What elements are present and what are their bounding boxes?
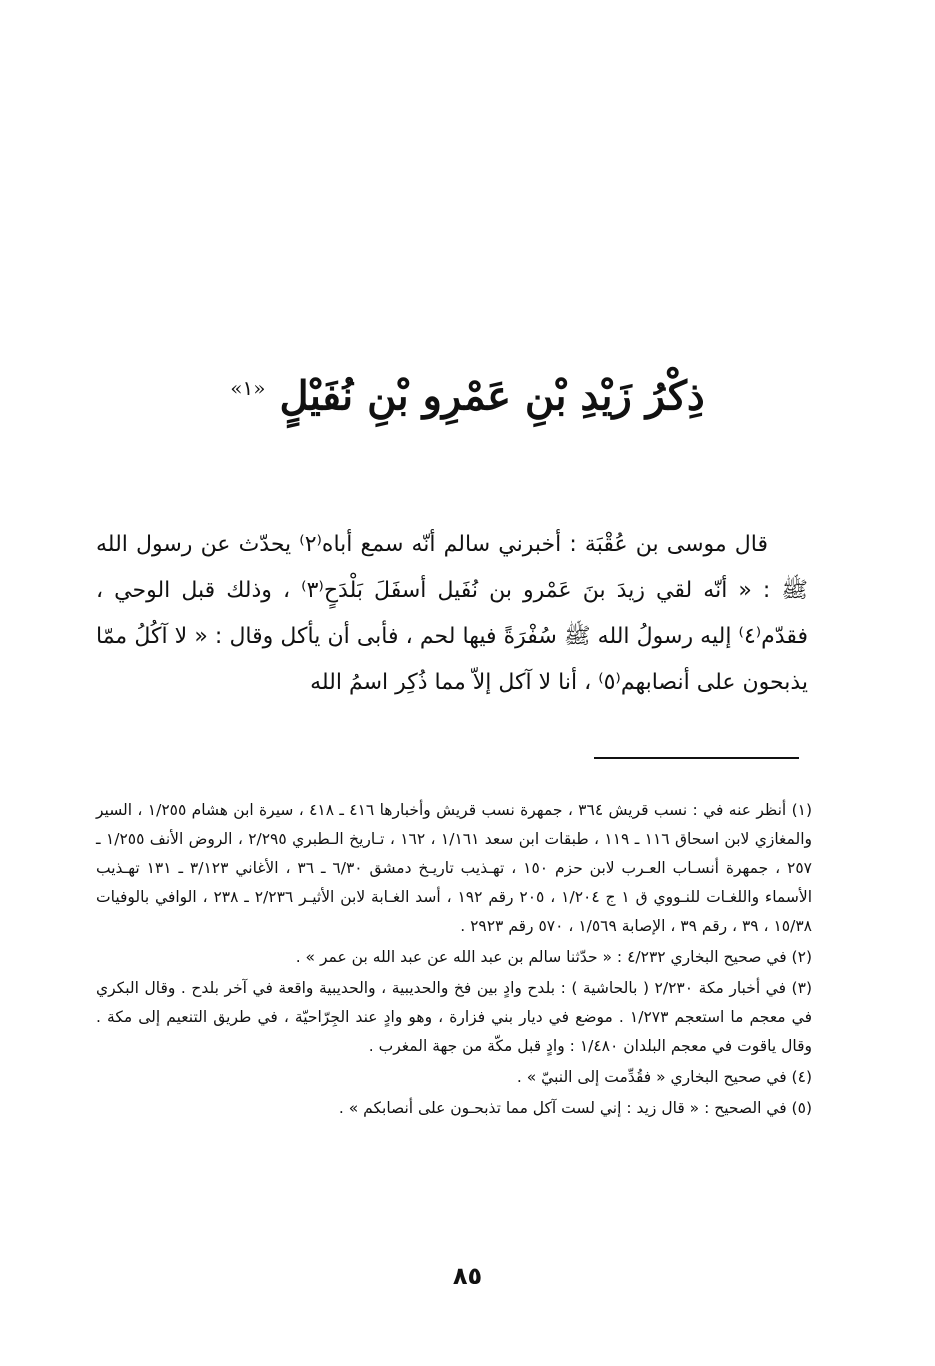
footnote-1: (١) أنظر عنه في : نسب قريش ٣٦٤ ، جمهرة نسب قريش وأخبارها ٤١٦ ـ ٤١٨ ، سيرة ابن هشام ١/٢٥٥ ، السير والمغازي لابن اسحاق ١١٦ ـ ١١٩ ، طبقات ابن سعد ١/١٦١ ، ١٦٢ ، تـاريخ الـطبري ٢/٢٩٥ ، الروض الأنف ١/٢٥٥ ـ ٢٥٧ ، جمهرة أنسـاب العـرب لابن حزم ١٥٠ ، تهـذيب تاريـخ دمشق ٦/٣٠ ـ ٣٦ ، الأغاني ٣/١٢٣ ـ ١٣١ تهـذيب الأسماء واللغـات للنـووي ق ١ ج ١/٢٠٤ ، ٢٠٥ رقم ١٩٢ ، أسد الغـابة لابن الأثيـر ٢/٢٣٦ ـ ٢٣٨ ، الوافي بالوفيات ١٥/٣٨ ، ٣٩ ، رقم ٣٩ ، الإصابة ١/٥٦٩ ، ٥٧٠ رقم ٢٩٢٣ . (96, 801, 813, 935)
footnote-3: (٣) في أخبار مكة ٢/٢٣٠ ( بالحاشية ) : بلدح وادٍ بين فخ والحديبية ، والحديبية واقعة في آخر بلدح . وقال البكري في معجم ما استعجم ١/٢٧٣ . موضع في ديار بني فزارة ، وهو وادٍ عند الجِرّاحيّة ، في طريق التنعيم إلى مكة . وقال ياقوت في معجم البلدان ١/٤٨٠ : وادٍ قبل مكّة من جهة المغرب . (96, 979, 813, 1055)
footnote-5: (٥) في الصحيح : « قال زيد : إني لست آكل مما تذبحـون على أنصابكم » . (338, 1099, 812, 1117)
footnote-separator (594, 757, 799, 759)
title-footnote-ref: «١» (230, 376, 266, 400)
footnote-4: (٤) في صحيح البخاري « فقُدِّمت إلى النبيّ » . (516, 1068, 812, 1086)
chapter-title (160, 358, 775, 426)
main-text (96, 522, 808, 706)
footnotes (96, 796, 812, 1125)
main-paragraph: قال موسى بن عُقْبَة : أخبرني سالم أنّه سمع أباه⁽٢⁾ يحدّث عن رسول الله ﷺ : « أنّه لقي زيدَ بنَ عَمْرو بن نُفَيل أسفَلَ بَلْدَحٍ⁽٣⁾ ، وذلك قبل الوحي ، فقدّم⁽٤⁾ إليه رسولُ الله ﷺ سُفْرَةً فيها لحم ، فأبى أن يأكل وقال : « لا آكُلُ ممّا يذبحون على أنصابهم⁽٥⁾ ، أنا لا آكل إلاّ مما ذُكِر اسمُ الله (96, 532, 808, 695)
footnote-2: (٢) في صحيح البخاري ٤/٢٣٢ : « حدّثنا سالم بن عبد الله عن عبد الله بن عمر » . (295, 948, 812, 966)
page-number: ٨٥ (452, 1262, 483, 1290)
chapter-title-text: ذِكْرُ زَيْدِ بْنِ عَمْرِو بْنِ نُفَيْلٍ (279, 372, 705, 420)
